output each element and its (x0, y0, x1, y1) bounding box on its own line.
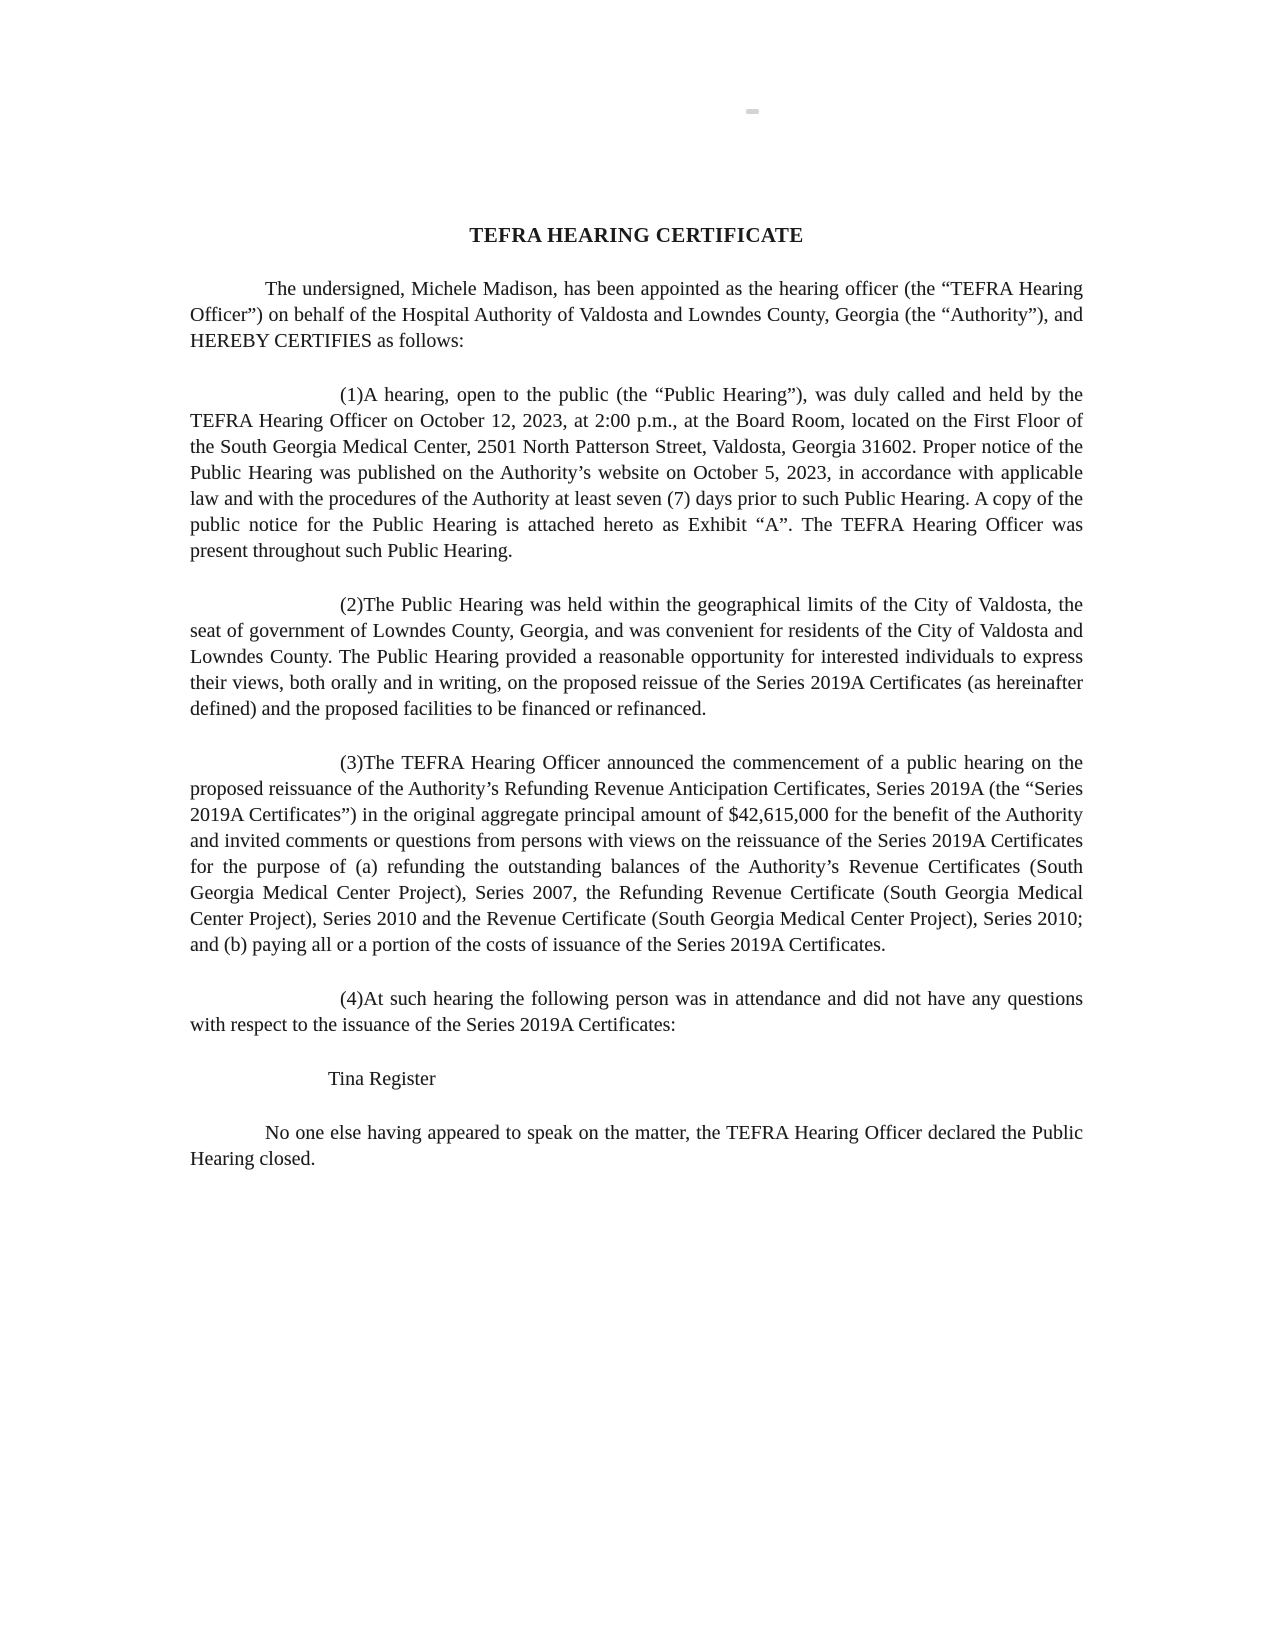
paragraph-text-2: The Public Hearing was held within the geographical limits of the City of Valdosta, the seat of government of Lowndes County, Georgia, and was convenient for residents of the City of Valdosta and Lowndes County. The Public Hearing provided a reasonable opportunity for interested individuals to express their views, both orally and in writing, on the proposed reissue of the Series 2019A Certificates (as hereinafter defined) and the proposed facilities to be financed or refinanced. (190, 594, 1083, 720)
attendee-name: Tina Register (328, 1068, 436, 1090)
paragraph-text-4: At such hearing the following person was in attendance and did not have any questions with respect to the issuance of the Series 2019A Certificates: (190, 988, 1083, 1036)
paragraph-text-1: A hearing, open to the public (the “Public Hearing”), was duly called and held by the TEFRA Hearing Officer on October 12, 2023, at 2:00 p.m., at the Board Room, located on the First Floor of the South Georgia Medical Center, 2501 North Patterson Street, Valdosta, Georgia 31602. Proper notice of the Public Hearing was published on the Authority’s website on October 5, 2023, in accordance with applicable law and with the procedures of the Authority at least seven (7) days prior to such Public Hearing. A copy of the public notice for the Public Hearing is attached hereto as Exhibit “A”. The TEFRA Hearing Officer was present throughout such Public Hearing. (190, 384, 1083, 562)
document-title: TEFRA HEARING CERTIFICATE (469, 223, 804, 247)
paragraph-number-4: (4) (340, 988, 364, 1010)
intro-paragraph: The undersigned, Michele Madison, has been appointed as the hearing officer (the “TEFRA Hearing Officer”) on behalf of the Hospital Authority of Valdosta and Lowndes County, Georgia (the “Authority”), and HEREBY CERTIFIES as follows: (190, 278, 1083, 352)
scan-artifact-speck (746, 109, 759, 114)
paragraph-number-2: (2) (340, 594, 364, 616)
paragraph-text-3: The TEFRA Hearing Officer announced the commencement of a public hearing on the proposed reissuance of the Authority’s Refunding Revenue Anticipation Certificates, Series 2019A (the “Series 2019A Certificates”) in the original aggregate principal amount of $42,615,000 for the benefit of the Authority and invited comments or questions from persons with views on the reissuance of the Series 2019A Certificates for the purpose of (a) refunding the outstanding balances of the Authority’s Revenue Certificates (South Georgia Medical Center Project), Series 2007, the Refunding Revenue Certificate (South Georgia Medical Center Project), Series 2010 and the Revenue Certificate (South Georgia Medical Center Project), Series 2010; and (b) paying all or a portion of the costs of issuance of the Series 2019A Certificates. (190, 752, 1083, 956)
numbered-paragraph-3 (190, 750, 1083, 958)
closing-paragraph: No one else having appeared to speak on the matter, the TEFRA Hearing Officer declared the Public Hearing closed. (190, 1122, 1083, 1170)
document-body (190, 222, 1083, 1200)
paragraph-number-1: (1) (340, 384, 364, 406)
paragraph-number-3: (3) (340, 752, 364, 774)
numbered-paragraph-1 (190, 382, 1083, 564)
numbered-paragraph-4 (190, 986, 1083, 1038)
numbered-paragraph-2 (190, 592, 1083, 722)
